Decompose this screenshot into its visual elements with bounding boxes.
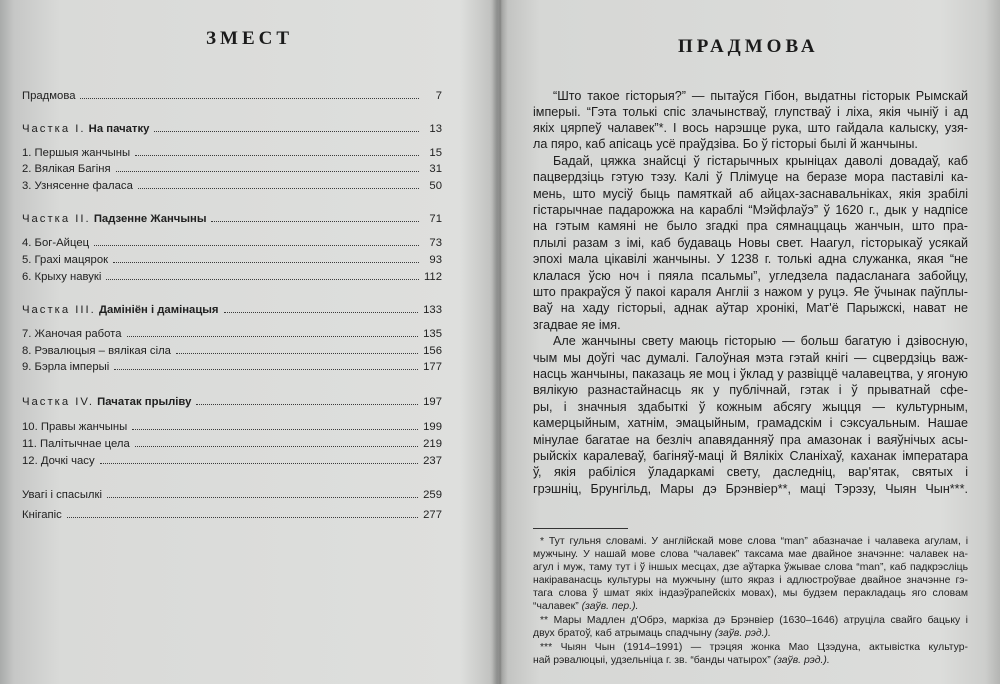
toc-page-number: 156 (423, 345, 442, 357)
footnote-line (533, 654, 968, 667)
toc-label: 2. Вялікая Багіня (22, 163, 111, 175)
footnote-separator (533, 528, 628, 529)
dot-leader (127, 326, 419, 337)
toc-part-label (22, 304, 219, 316)
toc-page-number: 277 (423, 509, 442, 521)
body-line: камерцыйным, хатнім, эмацыйным, грамадскім і сэксуальным. Нашае (533, 416, 968, 430)
body-line: насць жанчыны, паказаць яе моц і ўклад у развіццё чалавецтва, у ягоную (533, 367, 968, 381)
toc-label: 4. Бог-Айцец (22, 237, 90, 249)
toc-entry[interactable] (22, 145, 442, 161)
toc-entry[interactable] (22, 436, 442, 452)
toc-page-number: 13 (429, 123, 442, 135)
body-line: ры, і значныя здабыткі ў кожным абсягу жыцця — культурным, (533, 400, 968, 414)
toc-part-label (22, 213, 206, 225)
left-page (0, 0, 497, 684)
footnote-line: ** Мары Мадлен д'Обрэ, маркіза дэ Брэнвіер (1630–1646) атруціла свайго бацьку і (540, 615, 968, 626)
preface-heading: ПРАДМОВА (678, 36, 819, 57)
body-line: імперыі. “Гэта толькі спіс злачынстваў, глупстваў і ліха, якія чыніў і ад (533, 105, 968, 119)
toc-label: 11. Палітычнае цела (22, 438, 130, 450)
toc-entry[interactable] (22, 161, 442, 177)
toc-label: 8. Рэвалюцыя – вялікая сіла (22, 345, 171, 357)
body-line: “Што такое гісторыя?” — пытаўся Гібон, выдатны гісторык Рымскай (553, 89, 968, 103)
footnote-line: мужчыну. У нашай мове слова “чалавек” таксама мае двайное значэнне: чалавек на- (533, 549, 968, 560)
body-line: мінулае багатае на безліч апавяданняў пра амазонак і ваяўнічых асы- (533, 433, 968, 447)
dot-leader (211, 211, 419, 222)
body-line: на гэтым камяні не было згадкі пра сямнаццаць жанчын, што пра- (533, 219, 968, 233)
footnote-line: * Тут гульня словамі. У англійскай мове слова “man” абазначае і чалавека агулам, і (540, 536, 968, 547)
footnote-line (533, 627, 968, 640)
toc-entry[interactable] (22, 326, 442, 342)
part-number: Частка I. (22, 123, 86, 135)
part-number: Частка II. (22, 213, 91, 225)
body-line: гістарычнае падарожжа на караблі “Мэйфлаўэ” ў 1620 г., дык у надпісе (533, 203, 968, 217)
toc-page-number: 177 (423, 361, 442, 373)
toc-label: 12. Дочкі часу (22, 455, 95, 467)
body-line: Але жанчыны свету маюць гісторыю — больш багатую і дзівосную, (553, 334, 968, 348)
toc-page-number: 112 (423, 271, 442, 283)
toc-entry[interactable] (22, 343, 442, 359)
toc-part-label (22, 123, 149, 135)
body-line: мень, што мусіў быць памяткай аб айцах-заснавальніках, якія зрабілі (533, 187, 968, 201)
body-line: ваў на хаду гісторыі, аднак аўтар хронікі, Мат'ё Парыжскі, нават не (533, 301, 968, 315)
footnote-line (533, 600, 968, 613)
toc-part-entry[interactable] (22, 121, 442, 137)
toc-part-entry[interactable] (22, 394, 442, 410)
toc-entry[interactable] (22, 487, 442, 503)
toc-label: 9. Бэрла імперыі (22, 361, 110, 373)
part-title: Падзенне Жанчыны (93, 213, 207, 225)
body-line: Бадай, цяжка знайсці ў гістарычных крыніцах даволі довадаў, каб (553, 154, 968, 168)
toc-entry[interactable] (22, 235, 442, 251)
toc-page-number: 7 (435, 90, 442, 102)
toc-part-label (22, 396, 191, 408)
dot-leader (100, 453, 419, 464)
footnote-line: *** Чыян Чын (1914–1991) — трэцяя жонка Мао Цзэдуна, актывістка культур- (540, 642, 968, 653)
footnote-text: най рэвалюцыі, удзельніца г. зв. “банды чатырох” (533, 655, 771, 666)
footnote-text: “чалавек” (533, 601, 579, 612)
dot-leader (114, 359, 418, 370)
toc-page-number: 259 (423, 489, 442, 501)
toc-label: 7. Жаночая работа (22, 328, 122, 340)
body-line: ў, якія рабіліся ўладаркамі свету, даследніц, вар'ятак, святых і (533, 465, 968, 479)
dot-leader (132, 419, 418, 430)
toc-page-number: 219 (423, 438, 442, 450)
footnote-line: тага слова ў шмат якіх індаэўрапейскіх мовах), мы будзем перакладаць яго словам (533, 588, 968, 599)
toc-page-number: 71 (429, 213, 442, 225)
toc-label: 5. Грахі мацярок (22, 254, 109, 266)
part-number: Частка IV. (22, 396, 95, 408)
dot-leader (154, 121, 419, 132)
toc-entry[interactable] (22, 252, 442, 268)
toc-label: 1. Першыя жанчыны (22, 147, 131, 159)
part-title: Пачатак прыліву (97, 396, 192, 408)
body-line: якіх цярпеў чалавек”*. І вось нарэшце рука, што гайдала калыску, узя- (533, 121, 968, 135)
right-page (503, 0, 1000, 684)
dot-leader (80, 88, 419, 99)
dot-leader (138, 178, 419, 189)
toc-entry[interactable] (22, 507, 442, 523)
body-line: вялікую разнастайнасць як у публічнай, гэтак і ў прыватнай сфе- (533, 383, 968, 397)
toc-label: 6. Крыху навукі (22, 271, 102, 283)
body-line: што пракраўся ў пакоі караля Англіі з нажом у руцэ. Яе ўчынак паўплы- (533, 285, 968, 299)
toc-entry[interactable] (22, 359, 442, 375)
dot-leader (176, 343, 418, 354)
toc-label: 10. Правы жанчыны (22, 421, 128, 433)
body-line: чым мы доўгі час думалі. Галоўная мэта гэтай кнігі — сцвердзіць важ- (533, 351, 968, 365)
body-line: рыйскіх каралеваў, багіняў-маці й Вялікіх Сланіхаў, каханак імператара (533, 449, 968, 463)
footnote-note: (заўв. рэд.). (714, 628, 771, 639)
dot-leader (67, 507, 418, 518)
toc-page-number: 197 (423, 396, 442, 408)
body-line: пацвердзіць гэтую тэзу. Калі ў Плімуце на беразе мора паставілі ка- (533, 170, 968, 184)
toc-part-entry[interactable] (22, 211, 442, 227)
dot-leader (135, 436, 418, 447)
dot-leader (107, 487, 418, 498)
part-number: Частка III. (22, 304, 96, 316)
toc-part-entry[interactable] (22, 302, 442, 318)
body-line: плылі разам з імі, каб будаваць Новы свет. Наагул, гісторыкаў усякай (533, 236, 968, 250)
toc-page-number: 15 (429, 147, 442, 159)
toc-page-number: 50 (429, 180, 442, 192)
part-title: Дамініён і дамінацыя (98, 304, 219, 316)
toc-page-number: 31 (429, 163, 442, 175)
toc-entry[interactable] (22, 88, 442, 104)
dot-leader (116, 161, 419, 172)
toc-page-number: 73 (429, 237, 442, 249)
body-line: эпохі мала цікавілі жанчыны. У 1238 г. толькі адна служанка, якая “не (533, 252, 968, 266)
toc-entry[interactable] (22, 269, 442, 285)
toc-page-number: 199 (423, 421, 442, 433)
dot-leader (106, 269, 419, 280)
part-title: На пачатку (88, 123, 150, 135)
toc-label: Кнігапіс (22, 509, 62, 521)
dot-leader (135, 145, 419, 156)
contents-heading: ЗМЕСТ (206, 28, 294, 49)
toc-page-number: 135 (423, 328, 442, 340)
footnote-line: накіраванасць культуры на мужчыну (што якраз і адлюстроўвае двайное значэнне гэ- (533, 575, 968, 586)
toc-page-number: 237 (423, 455, 442, 467)
footnote-note: (заўв. пер.). (581, 601, 639, 612)
toc-label: Увагі і спасылкі (22, 489, 102, 501)
toc-page-number: 133 (423, 304, 442, 316)
dot-leader (113, 252, 419, 263)
footnote-line: агул і муж, таму тут і ў іншых месцах, дзе аўтарка ўжывае слова “man”, каб падкрэсліць (533, 562, 968, 573)
body-line: клалася ўсю ноч і пяяла псальмы”, угледзела падасланага забойцу, (533, 269, 968, 283)
dot-leader (224, 302, 419, 313)
toc-label: Прадмова (22, 90, 76, 102)
body-line: грэшніц, Брунгільд, Мары дэ Брэнвіер**, маці Тэрэзу, Чыян Чын***. (533, 482, 968, 496)
toc-page-number: 93 (429, 254, 442, 266)
table-of-contents (0, 0, 497, 684)
footnote-text: двух братоў, каб атрымаць спадчыну (533, 628, 712, 639)
footnote-note: (заўв. рэд.). (773, 655, 830, 666)
toc-entry[interactable] (22, 178, 442, 194)
toc-entry[interactable] (22, 419, 442, 435)
dot-leader (196, 394, 418, 405)
body-line: ла пяро, каб апісаць усё праўдзіва. Бо ў гісторыі былі й жанчыны. (533, 137, 918, 151)
toc-label: 3. Узнясенне фаласа (22, 180, 133, 192)
dot-leader (94, 235, 419, 246)
toc-entry[interactable] (22, 453, 442, 469)
body-line: згадвае яе імя. (533, 318, 621, 332)
